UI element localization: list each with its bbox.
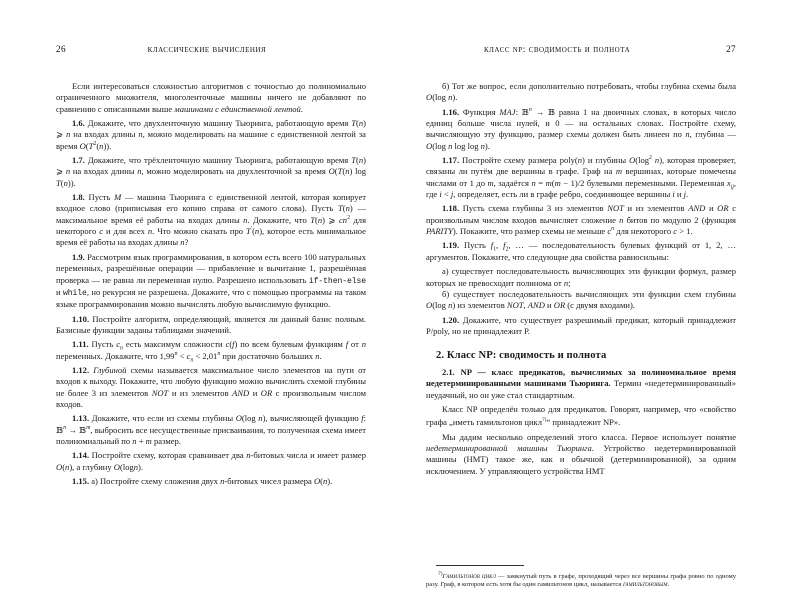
exercise-1-15-b: б) Тот же вопрос, если дополнительно потребовать, чтобы глубина схемы была O(log n). [426, 81, 736, 103]
running-head-title-right: класс np: сводимость и полнота [483, 45, 631, 55]
exercise-number-1-19: 1.19. [442, 240, 460, 251]
folio-left: 26 [56, 44, 66, 54]
term-nondeterministic-turing-machine: недетерминированной машины Тьюринга [426, 442, 592, 453]
exercise-1-11: 1.11. Пусть $c_n$ есть максимум сложности c(f) по всем булевым функциям f от n переменных. Докажите, что $1,99^n < c_n < 2,01^n$ при достаточно больших n. [56, 339, 366, 364]
exercise-1-13: 1.13. Докажите, что если из схемы глубины O(log n), вычисляющей функцию f: 𝔹$^n$ → 𝔹$^m$, выбросить все несущественные присваивания, то полученная схема имеет полиномиальный по n + m размер. [56, 413, 366, 446]
exercise-number-1-12: 1.12. [72, 364, 90, 375]
exercise-1-16: 1.16. Функция MAJ: 𝔹$^n$ → 𝔹 равна 1 на двоичных словах, в которых число единиц больше числа нулей, и 0 — на остальных словах. Постройте схему, вычисляющую эту функцию, размер схемы должен быть линеен по n, глубина — O(log n log log n). [426, 106, 736, 151]
paragraph-nondeterministic-tm: Мы дадим несколько определений этого класса. Первое использует понятие недетерминированной машины Тьюринга. Устройство недетерминированной машины (НМТ) такое же, как и обычной (детерминированной), за одним исключением. У управляющего устройства НМТ [426, 431, 736, 476]
footnote-reference-7[interactable]: 7) [541, 417, 547, 424]
footnote-7: $^{7)}$Гамильтонов цикл — замкнутый путь в графе, проходящий через все вершины графа ровно по одному разу. Граф, в котором есть хотя бы один гамильтонов цикл, называется гамильтоновым. [426, 570, 736, 589]
exercise-number-1-6: 1.6. [72, 118, 85, 129]
code-while: while [63, 288, 87, 298]
running-head-title-left: классические вычисления [147, 45, 267, 55]
running-head-right [426, 44, 736, 60]
exercise-1-19: 1.19. Пусть $f_1$, $f_2$, … — последовательность булевых функций от 1, 2, … аргументов. Покажите, что следующие два свойства равносильны: [426, 240, 736, 262]
exercise-1-15: 1.15. а) Постройте схему сложения двух n-битовых чисел размера O(n). [72, 476, 333, 486]
paragraph-intro: Если интересоваться сложностью алгоритмов с точностью до полиномиально ограниченного множителя, многоленточные машины ничего не добавляют по сравнению с описанными выше машинами с единственной лентой. [56, 81, 366, 114]
exercise-1-20: 1.20. Докажите, что существует разрешимый предикат, который принадлежит P/poly, но не принадлежит P. [426, 314, 736, 336]
exercise-number-1-18: 1.18. [442, 203, 460, 214]
exercise-number-1-7: 1.7. [72, 155, 85, 166]
exercise-1-10: 1.10. Постройте алгоритм, определяющий, является ли данный базис полным. Базисные функции заданы таблицами значений. [56, 313, 366, 335]
exercise-number-1-16: 1.16. [442, 106, 460, 117]
footnote-term-hamiltonian: гамильтоновым [622, 581, 668, 589]
exercise-1-12: 1.12. Глубиной схемы называется максимальное число элементов на пути от входов к выходу. Покажите, что любую функцию можно вычислить схемой глубины не более 3 из элементов NOT и из элементов AND и OR с произвольным числом входов. [56, 364, 366, 409]
exercise-number-1-8: 1.8. [72, 192, 85, 203]
exercise-number-1-10: 1.10. [72, 313, 90, 324]
definition-2-1: 2.1. NP — класс предикатов, вычислимых за полиномиальное время недетерминированными машинами Тьюринга. Термин «недетерминированный» неудачный, но он уже стал стандартным. [426, 367, 737, 400]
running-head-left [56, 44, 366, 60]
exercise-number-1-20: 1.20. [442, 314, 460, 325]
exercise-number-1-14: 1.14. [72, 450, 90, 461]
exercise-number-1-9: 1.9. [72, 251, 85, 262]
exercise-1-18: 1.18. Пусть схема глубины 3 из элементов NOT и из элементов AND и OR с произвольным числом входов вычисляет сложение n битов по модулю 2 (функция PARITY). Покажите, что размер схемы не меньше $c^n$ для некоторого c > 1. [426, 203, 736, 237]
right-column-text [426, 81, 736, 477]
definition-number-2-1: 2.1. [442, 367, 455, 378]
exercise-1-7: 1.7. Докажите, что трёхленточную машину Тьюринга, работающую время T(n) ⩾ n на входах длины n, можно моделировать на двухленточной за время O(T(n) log T(n)). [56, 155, 366, 188]
exercise-1-8: 1.8. Пусть M — машина Тьюринга с единственной лентой, которая копирует входное слово (приписывая его копию справа от самого слова). Пусть T(n) — максимальное время её работы на входах длины n. Докажите, что T(n) ⩾ $cn^2$ для некоторого c и для всех n. Что можно сказать про T′(n), которое есть минимальное время её работы на входах длины n? [56, 192, 366, 248]
paragraph-class-np-predicates: Класс NP определён только для предикатов. Говорят, например, что «свойство графа „иметь гамильтонов цикл$^{7)}$“ принадлежит NP». [426, 404, 736, 428]
footnote-area [426, 565, 736, 590]
exercise-number-1-15: 1.15. [72, 476, 90, 486]
exercise-1-19-a: а) существует последовательность вычисляющих эти функции формул, размер которых не превосходит полинома от n; [426, 266, 736, 288]
folio-right: 27 [726, 44, 736, 54]
code-if-then-else: if-then-else [308, 276, 366, 286]
footnote-term-hamiltonian-cycle: Гамильтонов цикл [442, 572, 496, 580]
footnote-marker-7: 7) [438, 570, 443, 577]
exercise-1-9: 1.9. Рассмотрим язык программирования, в котором есть всего 100 натуральных переменных, разрешённые операции — прибавление и вычитание 1, разрешённая проверка — не равна ли переменная нулю. Разрешено использовать if-then-else и while, но рекурсия не разрешена. Докажите, что с помощью программы на таком языке программирования можно вычислять любую вычислимую функцию. [56, 251, 366, 310]
exercise-1-17: 1.17. Постройте схему размера poly(n) и глубины $O(\log^2$ n), которая проверяет, связаны ли путём две вершины в графе. Граф на m вершинах, которые помечены числами от 1 до m, задаётся n = m(m − 1)/2 булевыми переменными. Переменная $x_{ij}$, где i < j, определяет, есть ли в графе ребро, соединяющее вершины i и j. [426, 155, 737, 200]
footnote-rule [436, 565, 524, 566]
emphasis-single-tape-machines: машинами с единственной лентой [174, 103, 301, 114]
exercise-1-6: 1.6. Докажите, что двухленточную машину Тьюринга, работающую время T(n) ⩾ n на входах длины n, можно моделировать на машине с единственной лентой за время $O(T^2(n))$. [56, 118, 366, 151]
left-column-text [56, 81, 366, 487]
term-depth: Глубиной [93, 364, 127, 375]
exercise-number-1-17: 1.17. [442, 155, 460, 166]
exercise-1-14: 1.14. Постройте схему, которая сравнивает два n-битовых числа и имеет размер O(n), а глубину O(logn). [56, 450, 366, 472]
exercise-number-1-13: 1.13. [72, 413, 90, 424]
section-heading-np: 2. Класс NP: сводимость и полнота [436, 349, 607, 361]
exercise-1-19-b: б) существует последовательность вычисляющих эти функции схем глубины O(log n) из элементов NOT, AND и OR (с двумя входами). [426, 288, 736, 311]
definition-np-bold: NP — класс предикатов, вычислимых за полиномиальное время недетерминированными машинами Тьюринга. [426, 367, 737, 389]
exercise-number-1-11: 1.11. [72, 339, 89, 350]
page-right [396, 0, 792, 612]
